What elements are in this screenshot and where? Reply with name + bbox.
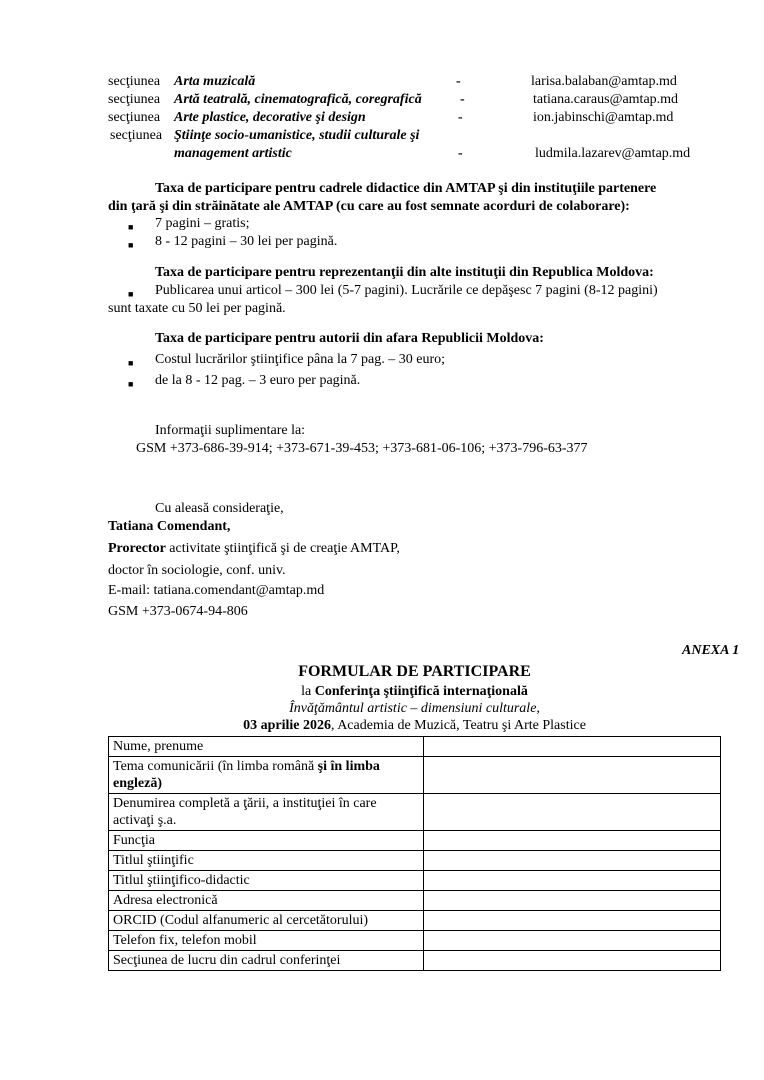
form-label: Titlul ştiinţific <box>109 851 424 871</box>
form-label-pre: Tema comunicării (în limba română <box>113 759 318 774</box>
section-email: larisa.balaban@amtap.md <box>531 74 677 89</box>
form-value-cell[interactable] <box>424 851 721 871</box>
table-row <box>109 931 721 951</box>
section-email: ludmila.lazarev@amtap.md <box>535 146 691 161</box>
form-value-cell[interactable] <box>424 831 721 851</box>
section-name-line1: Ştiinţe socio-umanistice, studii culturale şi <box>174 128 420 143</box>
section-name: Arte plastice, decorative şi design <box>174 110 366 125</box>
section-prefix: secţiunea <box>108 110 161 125</box>
form-value-cell[interactable] <box>424 911 721 931</box>
table-row <box>109 891 721 911</box>
section-name-line2: management artistic <box>174 146 292 161</box>
signature-email: E-mail: tatiana.comendant@amtap.md <box>108 583 325 598</box>
signature-gsm: GSM +373-0674-94-806 <box>108 604 248 619</box>
table-row <box>109 757 721 794</box>
table-row <box>109 951 721 971</box>
form-label: Denumirea completă a ţării, a instituţiei în care activaţi ş.a. <box>109 794 424 831</box>
form-label <box>109 757 424 794</box>
form-value-cell[interactable] <box>424 757 721 794</box>
form-date-rest: , Academia de Muzică, Teatru şi Arte Plastice <box>330 718 586 733</box>
signature-role-rest: activitate ştiinţifică şi de creaţie AMTAP, <box>165 541 400 556</box>
form-subtitle-pre: la <box>301 684 315 699</box>
fee3-heading: Taxa de participare pentru autorii din afara Republicii Moldova: <box>155 331 544 346</box>
fee1-line1: Taxa de participare pentru cadrele didactice din AMTAP şi din instituţiile partenere <box>155 181 657 196</box>
section-dash: - <box>458 110 463 125</box>
signature-role <box>108 540 400 558</box>
annex-label: ANEXA 1 <box>682 643 740 658</box>
section-email: ion.jabinschi@amtap.md <box>533 110 674 125</box>
form-label-bold: şi în limba engleză) <box>113 759 380 791</box>
signature-name: Tatiana Comendant, <box>108 519 231 534</box>
table-row <box>109 831 721 851</box>
table-row <box>109 911 721 931</box>
signature-closing: Cu aleasă consideraţie, <box>155 501 284 516</box>
bullet-icon: ■ <box>128 379 134 389</box>
form-label: Nume, prenume <box>109 737 424 757</box>
form-subtitle <box>108 683 721 701</box>
form-date <box>108 717 721 735</box>
signature-role-bold: Prorector <box>108 541 166 556</box>
form-value-cell[interactable] <box>424 891 721 911</box>
section-prefix: secţiunea <box>110 128 163 143</box>
form-label: Adresa electronică <box>109 891 424 911</box>
form-title: FORMULAR DE PARTICIPARE <box>298 663 531 680</box>
section-prefix: secţiunea <box>108 74 161 89</box>
fee3-item: Costul lucrărilor ştiinţifice pâna la 7 pag. – 30 euro; <box>155 352 446 367</box>
form-value-cell[interactable] <box>424 871 721 891</box>
bullet-icon: ■ <box>128 289 134 299</box>
participation-form-table <box>108 736 721 971</box>
info-phones: GSM +373-686-39-914; +373-671-39-453; +373-681-06-106; +373-796-63-377 <box>136 441 588 456</box>
form-label: Telefon fix, telefon mobil <box>109 931 424 951</box>
form-label: Titlul ştiinţifico-didactic <box>109 871 424 891</box>
form-value-cell[interactable] <box>424 931 721 951</box>
section-dash: - <box>460 92 465 107</box>
form-value-cell[interactable] <box>424 737 721 757</box>
bullet-icon: ■ <box>128 222 134 232</box>
table-row <box>109 871 721 891</box>
form-value-cell[interactable] <box>424 794 721 831</box>
form-date-bold: 03 aprilie 2026 <box>243 718 331 733</box>
section-prefix: secţiunea <box>108 92 161 107</box>
info-label: Informaţii suplimentare la: <box>155 423 306 438</box>
bullet-icon: ■ <box>128 240 134 250</box>
signature-degree: doctor în sociologie, conf. univ. <box>108 563 286 578</box>
form-label: Funcţia <box>109 831 424 851</box>
section-email: tatiana.caraus@amtap.md <box>533 92 679 107</box>
section-dash: - <box>458 146 463 161</box>
form-theme: Învăţământul artistic – dimensiuni culturale, <box>289 701 540 716</box>
fee2-heading: Taxa de participare pentru reprezentanţii din alte instituţii din Republica Moldova: <box>155 265 654 280</box>
bullet-icon: ■ <box>128 358 134 368</box>
section-name: Artă teatrală, cinematografică, coregrafică <box>174 92 422 107</box>
fee1-line2: din ţară şi din străinătate ale AMTAP (cu care au fost semnate acorduri de colaborare): <box>108 199 630 214</box>
fee1-item: 7 pagini – gratis; <box>155 216 250 231</box>
section-dash: - <box>456 74 461 89</box>
fee2-item-line2: sunt taxate cu 50 lei per pagină. <box>108 301 286 316</box>
table-row <box>109 851 721 871</box>
section-name: Arta muzicală <box>174 74 256 89</box>
fee2-item-line1: Publicarea unui articol – 300 lei (5-7 pagini). Lucrările ce depăşesc 7 pagini (8-12 pagini) <box>155 283 658 298</box>
fee1-item: 8 - 12 pagini – 30 lei per pagină. <box>155 234 338 249</box>
table-row <box>109 737 721 757</box>
form-label: Secţiunea de lucru din cadrul conferinţei <box>109 951 424 971</box>
form-subtitle-bold: Conferinţa ştiinţifică internaţională <box>314 684 528 699</box>
fee1-paragraph <box>108 180 721 216</box>
form-value-cell[interactable] <box>424 951 721 971</box>
form-label: ORCID (Codul alfanumeric al cercetătorului) <box>109 911 424 931</box>
fee3-item: de la 8 - 12 pag. – 3 euro per pagină. <box>155 373 361 388</box>
table-row <box>109 794 721 831</box>
